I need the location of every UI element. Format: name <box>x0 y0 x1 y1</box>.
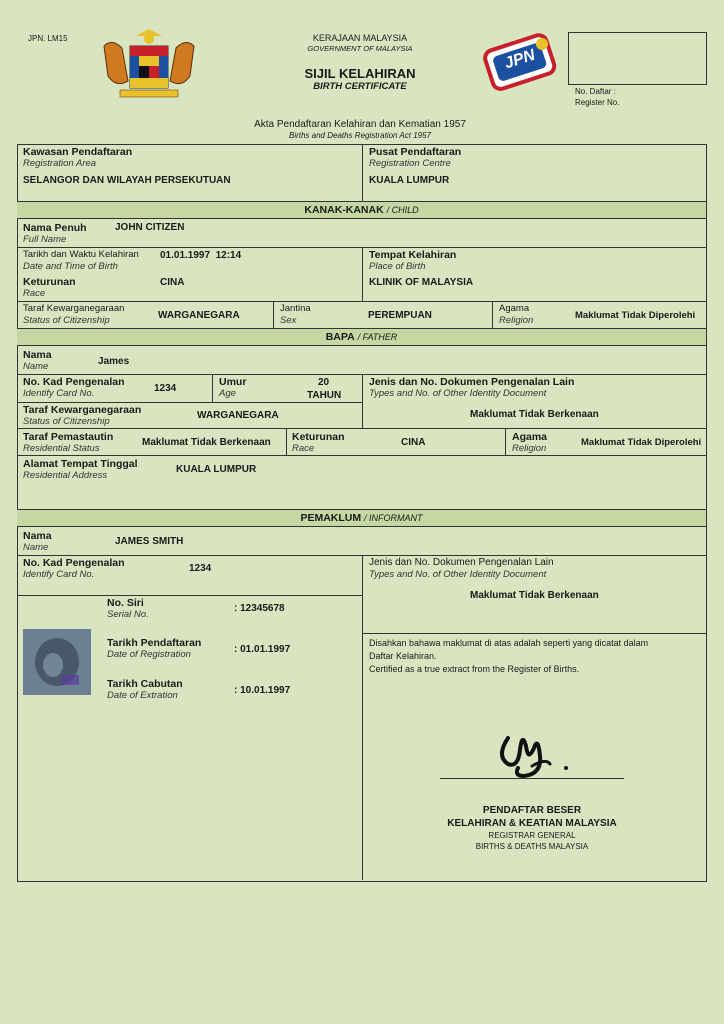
father-age-value: 20 <box>318 377 330 388</box>
father-citizen-label-en: Status of Citizenship <box>23 416 110 427</box>
child-citizen-value: WARGANEGARA <box>158 310 240 321</box>
child-race-label-en: Race <box>23 288 46 299</box>
certificate-title: SIJIL KELAHIRAN <box>304 66 416 81</box>
father-address-label-en: Residential Address <box>23 470 108 481</box>
registrar-title-1: PENDAFTAR BESER <box>482 805 582 816</box>
father-religion-label-en: Religion <box>512 443 547 454</box>
child-citizen-label: Taraf Kewarganegaraan <box>23 303 125 314</box>
certify-line-3: Certified as a true extract from the Register of Births. <box>369 664 580 674</box>
father-ic-value: 1234 <box>154 383 177 394</box>
child-citizen-label-en: Status of Citizenship <box>23 315 110 326</box>
kingdom-ms: KERAJAAN MALAYSIA <box>312 33 408 43</box>
reg-date-label-en: Date of Registration <box>107 649 191 660</box>
father-ic-label-en: Identify Card No. <box>23 388 95 399</box>
ext-date-label-en: Date of Extration <box>107 690 178 701</box>
registrar-title-2: KELAHIRAN & KEATIAN MALAYSIA <box>447 818 617 829</box>
child-dob-label-en: Date and Time of Birth <box>23 261 118 272</box>
father-citizen-value: WARGANEGARA <box>197 410 279 421</box>
kingdom-en: GOVERNMENT OF MALAYSIA <box>307 44 413 53</box>
father-other-doc-label: Jenis dan No. Dokumen Pengenalan Lain <box>369 376 575 388</box>
centre-value: KUALA LUMPUR <box>369 175 450 186</box>
informant-other-doc-value: Maklumat Tidak Berkenaan <box>470 590 599 601</box>
father-address-label: Alamat Tempat Tinggal <box>23 458 138 470</box>
child-dob-label: Tarikh dan Waktu Kelahiran <box>23 249 139 260</box>
informant-ic-label: No. Kad Pengenalan <box>23 557 125 569</box>
child-sex-label-en: Sex <box>280 315 297 326</box>
child-name-value: JOHN CITIZEN <box>115 222 185 233</box>
act-title-en: Births and Deaths Registration Act 1957 <box>288 131 431 140</box>
register-number-box <box>568 32 707 85</box>
section-informant: PEMAKLUM / INFORMANT <box>17 509 706 527</box>
father-citizen-label: Taraf Kewarganegaraan <box>23 404 142 416</box>
informant-name-value: JAMES SMITH <box>115 536 184 547</box>
informant-other-doc-label-en: Types and No. of Other Identity Document <box>369 569 547 580</box>
certify-line-2: Daftar Kelahiran. <box>369 651 437 661</box>
signature-icon <box>488 718 578 786</box>
area-value: SELANGOR DAN WILAYAH PERSEKUTUAN <box>23 175 231 186</box>
child-name-label: Nama Penuh <box>23 222 87 234</box>
centre-label-en: Registration Centre <box>369 158 451 169</box>
child-race-value: CINA <box>160 277 185 288</box>
informant-ic-label-en: Identify Card No. <box>23 569 95 580</box>
serial-value: : 12345678 <box>234 603 285 614</box>
father-age-unit: TAHUN <box>307 390 342 401</box>
form-code: JPN. LM15 <box>28 34 68 43</box>
father-race-label: Keturunan <box>292 431 345 443</box>
ext-date-label: Tarikh Cabutan <box>107 678 183 690</box>
serial-label-en: Serial No. <box>107 609 149 620</box>
father-religion-value: Maklumat Tidak Diperolehi <box>581 437 702 448</box>
child-sex-value: PEREMPUAN <box>368 310 432 321</box>
registrar-title-3: REGISTRAR GENERAL <box>488 831 576 840</box>
section-child: KANAK-KANAK / CHILD <box>17 201 706 219</box>
child-race-label: Keturunan <box>23 276 76 288</box>
divider <box>362 144 363 201</box>
father-name-label: Nama <box>23 349 52 361</box>
area-label-en: Registration Area <box>23 158 97 169</box>
security-hologram-icon <box>23 629 91 695</box>
child-religion-value: Maklumat Tidak Diperolehi <box>575 310 696 321</box>
register-no-label: No. Daftar : <box>575 87 616 96</box>
child-pob-value: KLINIK OF MALAYSIA <box>369 277 474 288</box>
father-age-label: Umur <box>219 376 247 388</box>
act-title: Akta Pendaftaran Kelahiran dan Kematian 1957 <box>254 119 466 130</box>
informant-name-label-en: Name <box>23 542 49 553</box>
coat-of-arms-icon <box>98 26 200 102</box>
father-residence-label-en: Residential Status <box>23 443 100 454</box>
informant-other-doc-label: Jenis dan No. Dokumen Pengenalan Lain <box>369 557 554 568</box>
child-religion-label: Agama <box>499 303 530 314</box>
signature-line <box>440 778 624 779</box>
registrar-title-4: BIRTHS & DEATHS MALAYSIA <box>475 842 589 851</box>
child-name-label-en: Full Name <box>23 234 67 245</box>
certificate-title-en: BIRTH CERTIFICATE <box>313 81 407 92</box>
father-race-label-en: Race <box>292 443 315 454</box>
informant-name-label: Nama <box>23 530 52 542</box>
father-other-doc-label-en: Types and No. of Other Identity Document <box>369 388 547 399</box>
father-residence-label: Taraf Pemastautin <box>23 431 114 443</box>
certify-line-1: Disahkan bahawa maklumat di atas adalah seperti yang dicatat dalam <box>369 638 649 648</box>
father-other-doc-value: Maklumat Tidak Berkenaan <box>470 409 599 420</box>
reg-date-value: : 01.01.1997 <box>234 644 291 655</box>
jpn-logo <box>482 28 558 98</box>
register-no-label-en: Register No. <box>575 98 620 107</box>
father-name-value: James <box>98 356 130 367</box>
informant-ic-value: 1234 <box>189 563 212 574</box>
father-address-value: KUALA LUMPUR <box>176 464 257 475</box>
father-religion-label: Agama <box>512 431 548 443</box>
father-residence-value: Maklumat Tidak Berkenaan <box>142 437 271 448</box>
child-religion-label-en: Religion <box>499 315 534 326</box>
child-dob-value: 01.01.1997 12:14 <box>160 250 242 261</box>
father-age-label-en: Age <box>219 388 236 399</box>
child-sex-label: Jantina <box>280 303 311 314</box>
father-name-label-en: Name <box>23 361 49 372</box>
child-pob-label-en: Place of Birth <box>369 261 426 272</box>
ext-date-value: : 10.01.1997 <box>234 685 291 696</box>
serial-label: No. Siri <box>107 597 144 609</box>
area-label: Kawasan Pendaftaran <box>23 146 133 158</box>
child-pob-label: Tempat Kelahiran <box>369 249 457 261</box>
father-race-value: CINA <box>401 437 426 448</box>
jpn-logo-text: JPN <box>502 46 538 73</box>
section-father: BAPA / FATHER <box>17 328 706 346</box>
reg-date-label: Tarikh Pendaftaran <box>107 637 202 649</box>
father-ic-label: No. Kad Pengenalan <box>23 376 125 388</box>
centre-label: Pusat Pendaftaran <box>369 146 462 158</box>
